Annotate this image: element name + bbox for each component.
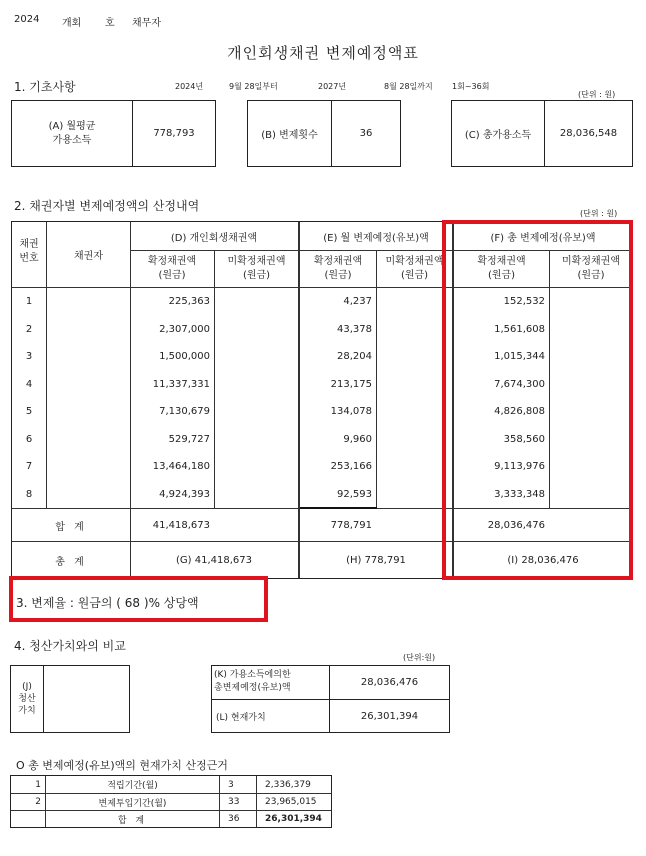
row-monthly-payment: 28,204	[337, 351, 372, 363]
unit-label-4: (단위:원)	[403, 653, 436, 662]
d-confirmed-1: 확정채권액	[147, 256, 197, 267]
row-monthly-payment: 43,378	[337, 323, 372, 335]
row-number: 5	[25, 406, 33, 418]
box-k-l	[211, 665, 450, 733]
row-confirmed-claim: 7,130,679	[159, 406, 210, 418]
payment-count-range: 1회~36회	[452, 82, 490, 91]
row-confirmed-claim: 13,464,180	[152, 461, 210, 473]
b-label: (B) 변제횟수	[261, 130, 318, 141]
f-confirmed-2: (원금)	[487, 270, 516, 281]
k-label-2: 총변제예정(유보)액	[214, 683, 291, 693]
total-h: (H) 778,791	[346, 554, 406, 566]
row-monthly-payment: 213,175	[330, 378, 372, 390]
pv-row2-months: 33	[228, 797, 240, 807]
unit-label-2: (단위 : 원)	[580, 209, 618, 218]
pv-total-label: 합 계	[117, 815, 148, 826]
header-ho: 호	[105, 18, 115, 29]
pv-row1-no: 1	[35, 779, 41, 790]
row-total-payment: 358,560	[503, 433, 545, 445]
section1-heading: 1. 기초사항	[14, 80, 76, 94]
row-number: 4	[25, 378, 33, 390]
pv-row1-value: 2,336,379	[265, 779, 311, 790]
d-confirmed-2: (원금)	[158, 270, 186, 281]
col-e-header: (E) 월 변제예정(유보)액	[323, 232, 429, 244]
unit-label-1: (단위 : 원)	[578, 90, 616, 99]
subtotal-label: 합 계	[55, 521, 87, 533]
e-confirmed-1: 확정채권액	[313, 256, 363, 267]
e-unconfirmed-1: 미확정채권액	[385, 256, 444, 267]
row-monthly-payment: 253,166	[330, 461, 372, 473]
a-value: 778,793	[153, 128, 195, 139]
d-unconfirmed-1: 미확정채권액	[227, 256, 286, 267]
end-year: 2027년	[318, 82, 347, 91]
row-total-payment: 1,015,344	[494, 351, 545, 363]
row-total-payment: 9,113,976	[494, 461, 545, 473]
c-value: 28,036,548	[559, 128, 618, 139]
pv-total-months: 36	[228, 814, 240, 824]
row-total-payment: 1,561,608	[494, 323, 545, 335]
end-date: 8월 28일까지	[384, 82, 433, 91]
col-no-1: 채권	[19, 239, 39, 250]
row-number: 7	[25, 461, 33, 473]
d-unconfirmed-2: (원금)	[242, 270, 271, 281]
row-number: 6	[25, 433, 33, 445]
box-c	[451, 100, 633, 167]
pv-row2-label: 변제투입기간(월)	[98, 798, 167, 809]
row-confirmed-claim: 11,337,331	[152, 378, 210, 390]
row-total-payment: 3,333,348	[494, 488, 545, 500]
pv-row1-months: 3	[228, 779, 234, 790]
col-no-2: 번호	[19, 253, 39, 264]
f-unconfirmed-1: 미확정채권액	[562, 256, 620, 267]
repayment-rate: 3. 변제율 : 원금의 ( 68 )% 상당액	[16, 596, 199, 610]
row-number: 2	[25, 323, 33, 335]
row-total-payment: 152,532	[503, 296, 545, 308]
start-year: 2024년	[175, 82, 204, 91]
j-label-3: 가치	[18, 706, 36, 716]
c-label: (C) 총가용소득	[464, 130, 532, 141]
j-label-1: (J)	[22, 682, 32, 692]
start-date: 9월 28일부터	[229, 82, 278, 91]
pv-row2-value: 23,965,015	[265, 797, 317, 807]
box-b	[247, 100, 401, 167]
row-number: 8	[25, 488, 33, 500]
row-confirmed-claim: 4,924,393	[159, 488, 210, 500]
row-number: 1	[25, 296, 33, 308]
total-label: 총 계	[55, 556, 87, 568]
row-total-payment: 7,674,300	[494, 378, 545, 390]
row-number: 3	[25, 351, 33, 363]
l-value: 26,301,394	[360, 710, 419, 722]
row-confirmed-claim: 225,363	[168, 296, 210, 308]
e-unconfirmed-2: (원금)	[400, 270, 429, 281]
section2-heading: 2. 채권자별 변제예정액의 산정내역	[14, 199, 200, 213]
page-title: 개인회생채권 변제예정액표	[227, 44, 419, 62]
header-year: 2024	[14, 14, 40, 25]
f-confirmed-1: 확정채권액	[477, 256, 526, 267]
subtotal-e: 778,791	[330, 519, 372, 531]
k-label-1: (K) 가용소득에의한	[214, 670, 291, 680]
row-total-payment: 4,826,808	[494, 406, 545, 418]
row-monthly-payment: 4,237	[343, 296, 372, 308]
e-confirmed-2: (원금)	[324, 270, 352, 281]
subtotal-f: 28,036,476	[487, 519, 545, 531]
section4-heading: 4. 청산가치와의 비교	[14, 639, 126, 653]
row-confirmed-claim: 529,727	[168, 433, 210, 445]
a-label-1: (A) 월평균	[48, 120, 96, 132]
highlight-total-column	[442, 220, 633, 580]
box-a	[11, 100, 216, 167]
a-label-2: 가용소득	[52, 134, 92, 146]
row-monthly-payment: 92,593	[337, 488, 372, 500]
l-label: (L) 현재가치	[216, 713, 266, 723]
header-debtor: 채무자	[132, 18, 161, 29]
header-kind: 개회	[62, 18, 82, 29]
total-g: (G) 41,418,673	[176, 554, 252, 566]
b-value: 36	[359, 128, 373, 139]
subtotal-d: 41,418,673	[152, 519, 210, 531]
pv-row2-no: 2	[35, 797, 41, 807]
col-creditor: 채권자	[74, 250, 103, 262]
total-i: (I) 28,036,476	[507, 554, 579, 566]
pv-total-value: 26,301,394	[265, 814, 322, 824]
row-confirmed-claim: 1,500,000	[159, 351, 210, 363]
f-unconfirmed-2: (원금)	[577, 270, 605, 281]
col-d-header: (D) 개인회생채권액	[170, 232, 258, 244]
row-monthly-payment: 134,078	[330, 406, 372, 418]
row-monthly-payment: 9,960	[343, 433, 372, 445]
present-value-table	[10, 775, 332, 828]
row-confirmed-claim: 2,307,000	[159, 323, 210, 335]
col-f-header: (F) 총 변제예정(유보)액	[490, 232, 596, 244]
j-label-2: 청산	[18, 694, 36, 704]
k-value: 28,036,476	[360, 677, 419, 688]
box-j	[10, 665, 130, 733]
pv-row1-label: 적립기간(월)	[107, 781, 158, 791]
section5-heading: O 총 변제예정(유보)액의 현재가치 산정근거	[16, 759, 228, 772]
